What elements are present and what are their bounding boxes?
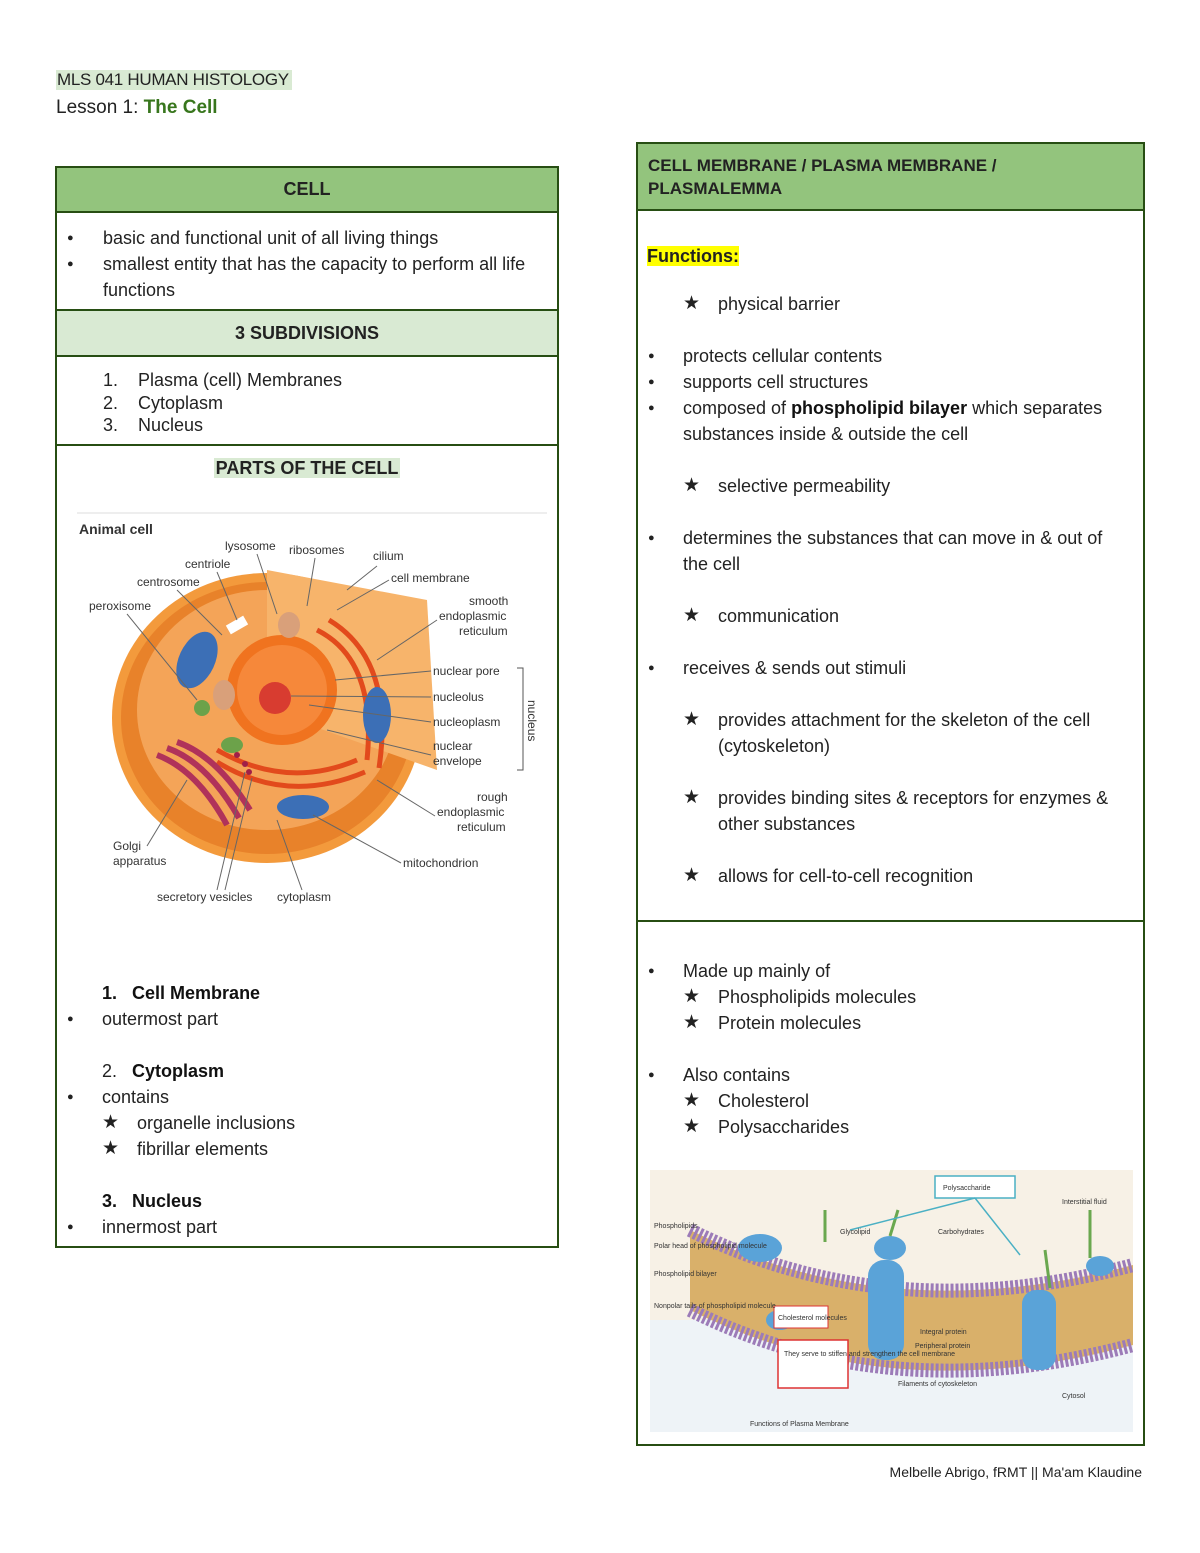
parts-heading: PARTS OF THE CELL	[215, 458, 399, 478]
part-cell-membrane: 1. Cell Membrane	[102, 983, 261, 1003]
list-item: ● basic and functional unit of all living things	[57, 225, 557, 251]
list-item: ● composed of phospholipid bilayer which separates substances inside & outside the cell	[638, 395, 1143, 447]
list-item: ● outermost part	[57, 1006, 557, 1032]
svg-text:apparatus: apparatus	[113, 854, 167, 868]
membrane-composition	[638, 922, 1143, 1140]
svg-text:cilium: cilium	[373, 549, 404, 563]
membrane-table	[636, 142, 1145, 1446]
list-item: ★ organelle inclusions	[57, 1110, 557, 1136]
svg-text:Integral protein: Integral protein	[920, 1329, 967, 1336]
list-item: ★ Cholesterol	[638, 1088, 1143, 1114]
list-item: 2. Cytoplasm	[103, 392, 224, 413]
svg-text:smooth: smooth	[469, 594, 509, 608]
list-item: 1. Plasma (cell) Membranes	[103, 370, 343, 390]
cell-heading: CELL	[57, 168, 557, 213]
list-item: ★ provides binding sites & receptors for enzymes & other substances	[638, 785, 1143, 837]
svg-text:peroxisome: peroxisome	[89, 599, 152, 613]
svg-text:Polar head of phospholipid mol: Polar head of phospholipid molecule	[654, 1243, 767, 1250]
svg-text:Glycolipid: Glycolipid	[840, 1229, 871, 1236]
svg-text:nuclear: nuclear	[433, 739, 473, 753]
svg-text:envelope: envelope	[433, 754, 482, 768]
svg-text:lysosome: lysosome	[225, 539, 276, 553]
list-item: ★ Polysaccharides	[638, 1114, 1143, 1140]
svg-text:Interstitial fluid: Interstitial fluid	[1062, 1199, 1107, 1206]
svg-text:centrosome: centrosome	[137, 575, 200, 589]
svg-text:cytoplasm: cytoplasm	[277, 890, 332, 904]
list-item: ★ Protein molecules	[638, 1010, 1143, 1036]
cell-table	[55, 166, 559, 1248]
list-item: ★ selective permeability	[638, 473, 1143, 499]
svg-text:Peripheral protein: Peripheral protein	[915, 1343, 971, 1350]
lesson-topic: The Cell	[143, 97, 218, 118]
svg-text:endoplasmic: endoplasmic	[437, 805, 505, 819]
list-item: ● smallest entity that has the capacity to perform all life functions	[57, 251, 557, 303]
svg-text:Nonpolar tails of phospholipid: Nonpolar tails of phospholipid molecule	[654, 1303, 776, 1310]
svg-text:nucleus: nucleus	[525, 700, 539, 742]
svg-text:Filaments of cytoskeleton: Filaments of cytoskeleton	[898, 1381, 977, 1388]
list-item: ★ physical barrier	[638, 291, 1143, 317]
list-item: ★ allows for cell-to-cell recognition	[638, 863, 1143, 889]
svg-text:Golgi: Golgi	[113, 839, 142, 853]
diagram-title: Animal cell	[79, 521, 153, 537]
svg-text:mitochondrion: mitochondrion	[403, 856, 479, 870]
svg-text:Phospholipid bilayer: Phospholipid bilayer	[654, 1271, 717, 1278]
subdivisions-list	[57, 357, 557, 446]
svg-text:endoplasmic: endoplasmic	[439, 609, 507, 623]
list-item: ● protects cellular contents	[638, 343, 1143, 369]
subdivisions-heading: 3 SUBDIVISIONS	[57, 311, 557, 357]
list-item: ★ Phospholipids molecules	[638, 984, 1143, 1010]
list-item: ● determines the substances that can move in & out of the cell	[638, 525, 1143, 577]
cell-definition	[57, 213, 557, 311]
svg-text:nucleoplasm: nucleoplasm	[433, 715, 501, 729]
list-item: ● Made up mainly of	[638, 958, 1143, 984]
list-item: ● innermost part	[57, 1214, 557, 1240]
plasma-membrane-diagram	[650, 1170, 1133, 1432]
svg-text:secretory vesicles: secretory vesicles	[157, 890, 253, 904]
membrane-functions	[638, 211, 1143, 922]
part-nucleus: 3. Nucleus	[102, 1191, 203, 1211]
svg-text:nucleolus: nucleolus	[433, 690, 484, 704]
part-cytoplasm: 2. Cytoplasm	[102, 1061, 225, 1081]
svg-text:reticulum: reticulum	[457, 820, 506, 834]
list-item: ★ communication	[638, 603, 1143, 629]
list-item: ● Also contains	[638, 1062, 1143, 1088]
lesson-prefix: Lesson 1:	[56, 97, 144, 118]
animal-cell-diagram	[77, 510, 547, 910]
list-item: 3. Nucleus	[103, 415, 204, 435]
svg-text:nuclear pore: nuclear pore	[433, 664, 500, 678]
svg-text:reticulum: reticulum	[459, 624, 508, 638]
svg-text:rough: rough	[477, 790, 508, 804]
svg-text:centriole: centriole	[185, 557, 231, 571]
svg-text:cell membrane: cell membrane	[391, 571, 470, 585]
svg-text:They serve to stiffen and stre: They serve to stiffen and strengthen the cell membrane	[784, 1351, 956, 1358]
membrane-heading: CELL MEMBRANE / PLASMA MEMBRANE / PLASMALEMMA	[638, 144, 1143, 211]
parts-list	[57, 980, 557, 1240]
svg-text:ribosomes: ribosomes	[289, 543, 345, 557]
course-title: MLS 041 HUMAN HISTOLOGY	[56, 70, 292, 90]
svg-text:Carbohydrates: Carbohydrates	[938, 1229, 984, 1236]
list-item: ★ provides attachment for the skeleton of the cell (cytoskeleton)	[638, 707, 1143, 759]
svg-text:Functions of Plasma Membrane: Functions of Plasma Membrane	[750, 1421, 849, 1428]
svg-text:Cytosol: Cytosol	[1062, 1393, 1086, 1400]
footer-credit: Melbelle Abrigo, fRMT || Ma'am Klaudine	[889, 1464, 1142, 1480]
list-item: ● receives & sends out stimuli	[638, 655, 1143, 681]
functions-label: Functions:	[647, 246, 739, 266]
svg-text:Phospholipids: Phospholipids	[654, 1223, 698, 1230]
list-item: ● supports cell structures	[638, 369, 1143, 395]
list-item: ● contains	[57, 1084, 557, 1110]
list-item: ★ fibrillar elements	[57, 1136, 557, 1162]
svg-text:Polysaccharide: Polysaccharide	[943, 1185, 991, 1192]
lesson-title	[56, 97, 218, 119]
svg-text:Cholesterol molecules: Cholesterol molecules	[778, 1315, 847, 1322]
